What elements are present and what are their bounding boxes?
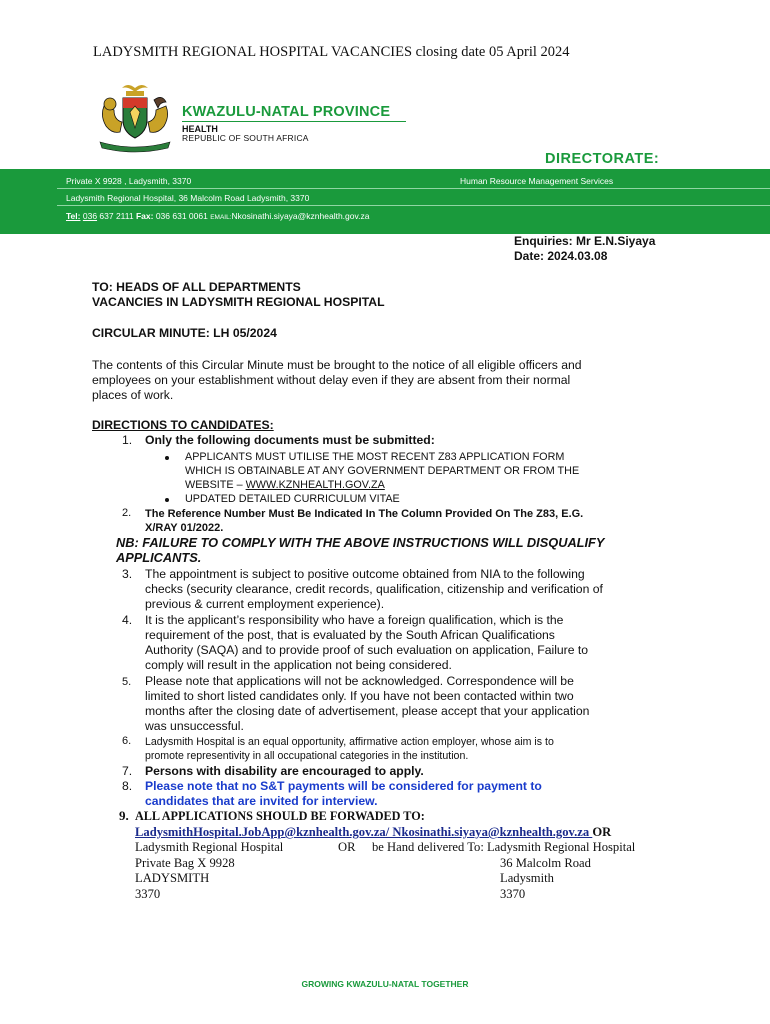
circular-minute: CIRCULAR MINUTE: LH 05/2024 xyxy=(92,326,277,340)
address-line: 3370 xyxy=(500,886,526,901)
item-line: Please note that no S&T payments will be considered for payment to xyxy=(145,779,542,793)
postal-address: Private X 9928 , Ladysmith, 3370 xyxy=(66,176,192,186)
postal-address-block xyxy=(135,840,283,902)
bullet-1-text xyxy=(185,450,579,492)
tel-code: 036 xyxy=(82,211,98,221)
band-divider xyxy=(57,205,770,206)
bullet-line: APPLICANTS MUST UTILISE THE MOST RECENT Z83 APPLICATION FORM xyxy=(185,451,565,463)
item-7-text: Persons with disability are encouraged to apply. xyxy=(145,764,424,778)
item-number: 7. xyxy=(122,764,133,778)
item-2-text xyxy=(145,507,583,535)
item-line: The appointment is subject to positive outcome obtained from NIA to the following xyxy=(145,567,585,581)
province-rule xyxy=(182,121,406,122)
tel-number: 637 2111 xyxy=(97,211,134,221)
to-line: TO: HEADS OF ALL DEPARTMENTS xyxy=(92,280,301,294)
address-line: Private Bag X 9928 xyxy=(135,855,235,870)
email-label: EMAIL: xyxy=(210,214,232,221)
intro-line: employees on your establishment without delay even if they are absent from their normal xyxy=(92,373,571,387)
item-8-text xyxy=(145,779,542,809)
item-1-text: Only the following documents must be submitted: xyxy=(145,433,435,447)
nb-line: APPLICANTS. xyxy=(116,550,202,565)
hr-services: Human Resource Management Services xyxy=(460,176,614,186)
bullet-2-text: UPDATED DETAILED CURRICULUM VITAE xyxy=(185,493,400,505)
intro-paragraph xyxy=(92,358,582,403)
website-link[interactable]: WWW.KZNHEALTH.GOV.ZA xyxy=(245,479,385,491)
bullet-line xyxy=(185,478,579,492)
fax-number: 036 631 0061 xyxy=(153,211,208,221)
item-4-text xyxy=(145,613,588,673)
contact-line xyxy=(66,211,369,221)
website-prefix: WEBSITE – xyxy=(185,479,246,491)
item-line: promote representivity in all occupational categories in the institution. xyxy=(145,750,469,762)
item-line: checks (security clearance, credit records, qualification, citizenship and verification of xyxy=(145,582,603,596)
item-2-line: The Reference Number Must Be Indicated In The Column Provided On The Z83, E.G. xyxy=(145,508,584,520)
item-number: 8. xyxy=(122,779,133,793)
item-line: requirement of the post, that is evaluated by the South African Qualifications xyxy=(145,628,555,642)
document-header-line: LADYSMITH REGIONAL HOSPITAL VACANCIES closing date 05 April 2024 xyxy=(93,44,570,60)
item-number: 1. xyxy=(122,433,133,447)
directorate-title: DIRECTORATE: xyxy=(545,151,660,167)
item-6-text xyxy=(145,735,554,763)
enquiries-block xyxy=(514,234,655,264)
address-line: Ladysmith xyxy=(500,871,554,885)
application-emails xyxy=(135,825,611,840)
item-number: 5. xyxy=(122,676,132,688)
street-address-block xyxy=(500,856,591,903)
item-3-text xyxy=(145,567,603,612)
item-number: 4. xyxy=(122,613,133,627)
item-line: months after the closing date of advertisement, please accept that your application xyxy=(145,704,590,718)
item-9-text: ALL APPLICATIONS SHOULD BE FORWADED TO: xyxy=(135,809,425,823)
item-line: candidates that are invited for interview. xyxy=(145,794,378,808)
item-line: Authority (SAQA) and to provide proof of such evaluation on application, Failure to xyxy=(145,643,589,657)
intro-line: places of work. xyxy=(92,388,174,402)
or-label: OR xyxy=(592,825,612,839)
province-title: KWAZULU-NATAL PROVINCE xyxy=(182,104,391,120)
footer-slogan: GROWING KWAZULU-NATAL TOGETHER xyxy=(301,979,469,989)
item-line: previous & current employment experience). xyxy=(145,597,385,611)
nb-warning xyxy=(116,535,604,565)
item-2-line: X/RAY 01/2022. xyxy=(145,522,224,534)
item-number: 3. xyxy=(122,567,133,581)
coat-of-arms-logo xyxy=(90,82,180,154)
nb-line: NB: FAILURE TO COMPLY WITH THE ABOVE INSTRUCTIONS WILL DISQUALIFY xyxy=(116,535,605,550)
address-line: LADYSMITH xyxy=(135,871,210,885)
band-divider xyxy=(57,188,770,189)
directions-title: DIRECTIONS TO CANDIDATES: xyxy=(92,418,274,432)
item-line: limited to short listed candidates only. If you have not been contacted within two xyxy=(145,689,574,703)
item-line: It is the applicant’s responsibility who have a foreign qualification, which is the xyxy=(145,613,564,627)
bullet-line: WHICH IS OBTAINABLE AT ANY GOVERNMENT DEPARTMENT OR FROM THE xyxy=(185,465,580,477)
item-line: was unsuccessful. xyxy=(145,719,244,733)
item-line: Ladysmith Hospital is an equal opportunity, affirmative action employer, whose aim is to xyxy=(145,736,554,748)
contact-band xyxy=(0,169,770,234)
intro-line: The contents of this Circular Minute must be brought to the notice of all eligible officers and xyxy=(92,358,582,372)
hand-delivery-text: be Hand delivered To: Ladysmith Regional Hospital xyxy=(372,840,636,854)
document-date: Date: 2024.03.08 xyxy=(514,249,608,263)
address-line: 36 Malcolm Road xyxy=(500,855,591,870)
bullet-dot xyxy=(165,498,169,502)
item-line: Please note that applications will not be acknowledged. Correspondence will be xyxy=(145,674,574,688)
item-number: 2. xyxy=(122,507,132,519)
item-number: 9. xyxy=(119,808,129,823)
bullet-dot xyxy=(165,456,169,460)
or-separator: OR xyxy=(338,840,356,854)
vacancies-line: VACANCIES IN LADYSMITH REGIONAL HOSPITAL xyxy=(92,295,385,309)
application-email-links[interactable]: LadysmithHospital.JobApp@kznhealth.gov.za/ Nkosinathi.siyaya@kznhealth.gov.za xyxy=(135,825,593,839)
address-line: Ladysmith Regional Hospital xyxy=(135,840,284,854)
fax-label: Fax: xyxy=(135,211,154,221)
tel-label: Tel: xyxy=(66,211,81,221)
address-line: 3370 xyxy=(135,886,161,901)
enquiries-contact: Enquiries: Mr E.N.Siyaya xyxy=(514,234,656,248)
department-name: HEALTH xyxy=(182,124,218,134)
item-line: comply will result in the application not being considered. xyxy=(145,658,452,672)
email-address[interactable]: Nkosinathi.siyaya@kznhealth.gov.za xyxy=(231,211,370,221)
street-address: Ladysmith Regional Hospital, 36 Malcolm Road Ladysmith, 3370 xyxy=(66,193,310,203)
country-name: REPUBLIC OF SOUTH AFRICA xyxy=(182,133,309,143)
item-number: 6. xyxy=(122,735,132,747)
item-5-text xyxy=(145,674,589,734)
